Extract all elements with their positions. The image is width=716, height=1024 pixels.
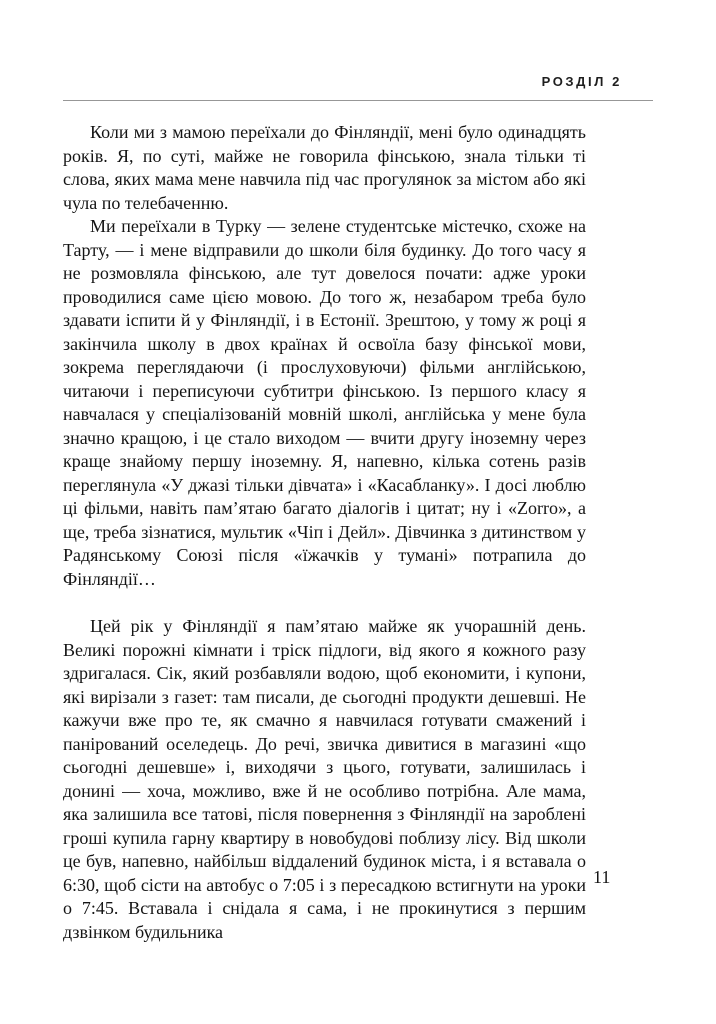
paragraph-1: Коли ми з мамою переїхали до Фінляндії, мені було одинадцять років. Я, по суті, майже не говорила фінською, знала тільки ті слова, яких мама мене навчила під час прогулянок за містом або які чула по телебаченню. <box>63 122 586 213</box>
header-rule <box>63 100 653 101</box>
page-number: 11 <box>593 867 611 887</box>
paragraph-2: Ми переїхали в Турку — зелене студентське містечко, схоже на Тарту, — і мене відправили до школи біля будинку. До того часу я не розмовляла фінською, але тут довелося почати: адже уроки проводилися саме цією мовою. До того ж, незабаром треба було здавати іспити й у Фінляндії, і в Естонії. Зрештою, у тому ж році я закінчила школу в двох країнах й освоїла базу фінської мови, зокрема переглядаючи (і прослуховуючи) фільми англійською, читаючи і переписуючи субтитри фінською. Із першого класу я навчалася у спеціалізованій мовній школі, англійська у мене була значно кращою, і це стало виходом — вчити другу іноземну через краще знайому першу іноземну. Я, напевно, кілька сотень разів переглянула «У джазі тільки дівчата» і «Касабланку». І досі люблю ці фільми, навіть пам’ятаю багато діалогів і цитат; ну і «Zorro», а ще, треба зізнатися, мультик «Чіп і Дейл». Дівчинка з дитинством у Радянському Союзі після «їжачків у тумані» потрапила до Фінляндії… <box>63 216 586 589</box>
page-body <box>63 121 586 944</box>
paragraph-3: Цей рік у Фінляндії я пам’ятаю майже як учорашній день. Великі порожні кімнати і тріск підлоги, від якого я кожного разу здригалася. Сік, який розбавляли водою, щоб економити, і купони, які вирізали з газет: там писали, де сьогодні продукти дешевші. Не кажучи вже про те, як смачно я навчилася готувати смажений і панірований оселедець. До речі, звичка дивитися в магазині «що сьогодні дешевше» і, виходячи з цього, готувати, залишилась і донині — хоча, можливо, вже й не особливо потрібна. Але мама, яка залишила все татові, після повернення з Фінляндії на зароблені гроші купила гарну квартиру в новобудові поблизу лісу. Від школи це був, напевно, найбільш віддалений будинок міста, і я вставала о 6:30, щоб сісти на автобус о 7:05 і з пересадкою встигнути на уроки о 7:45. Вставала і снідала я сама, і не прокинутися з першим дзвінком будильника <box>63 616 586 942</box>
chapter-header: РОЗДІЛ 2 <box>541 74 622 89</box>
